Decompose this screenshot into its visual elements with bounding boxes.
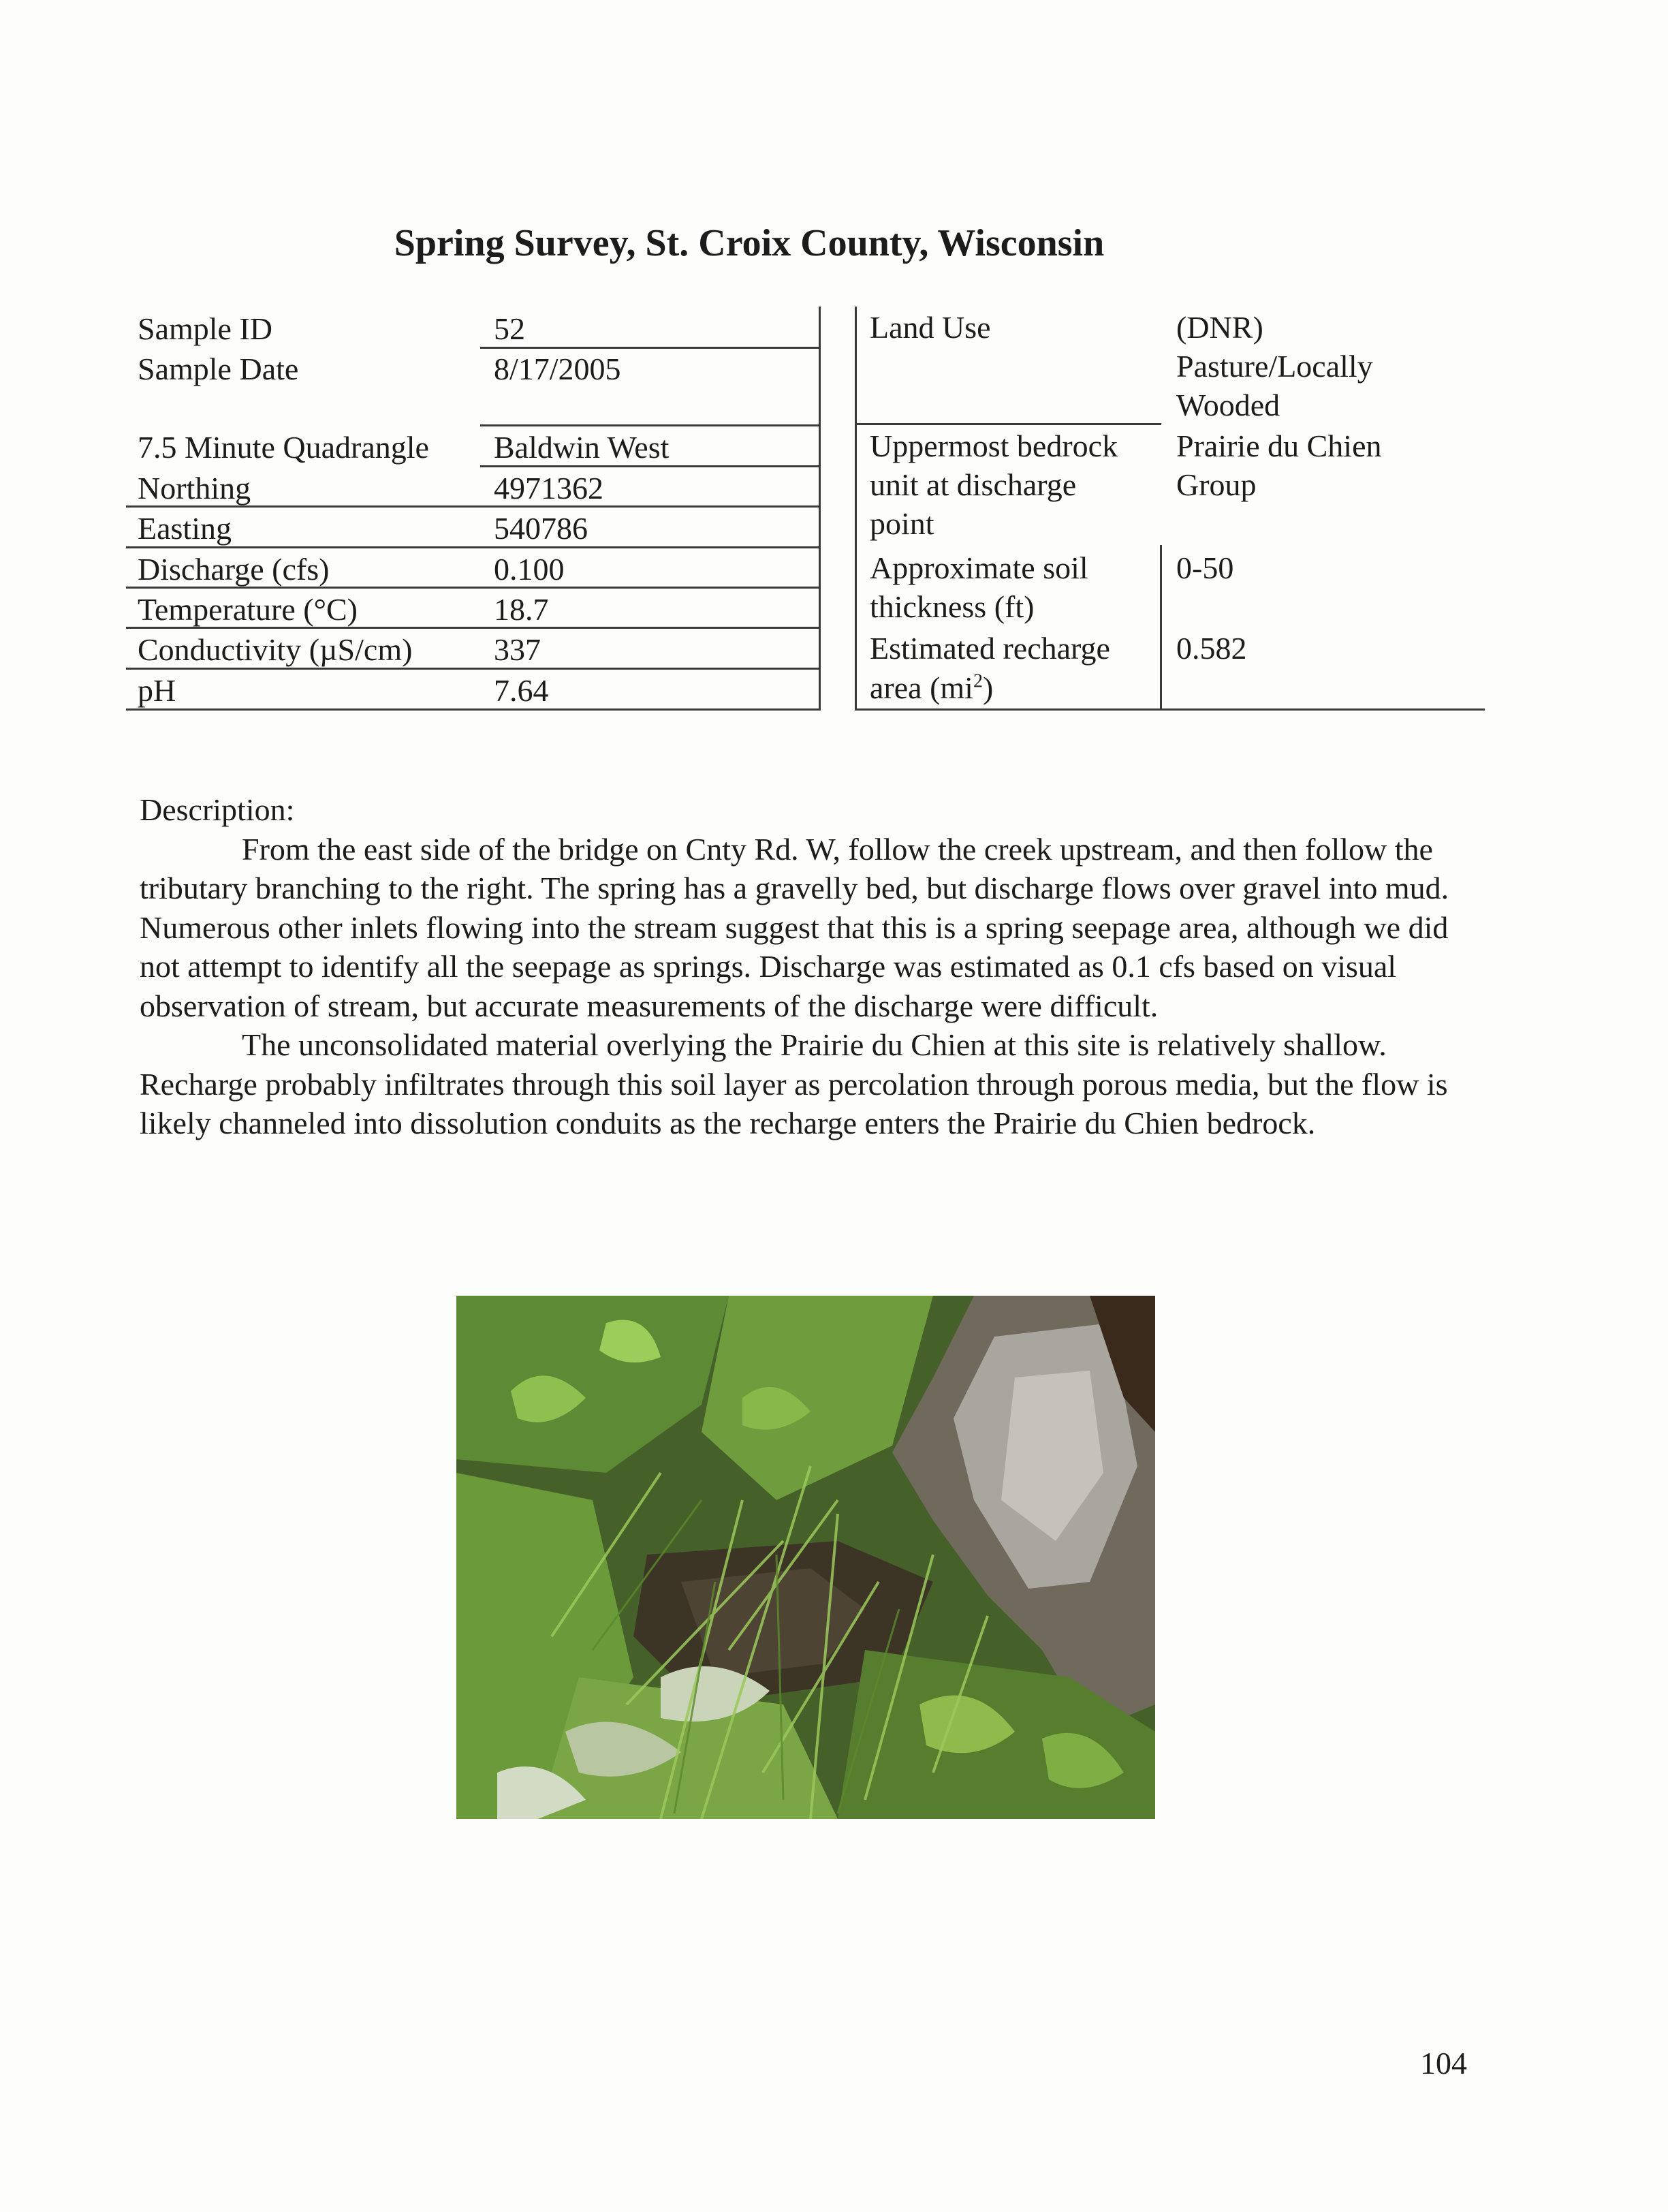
northing-value: 4971362 (494, 471, 603, 505)
description-paragraph-1: From the east side of the bridge on Cnty Rd. W, follow the creek upstream, and then follow the tributary branching to the right. The spring has a gravelly bed, but discharge flows over gravel into mud. Numerous other inlets flowing into the stream suggest that this is a spring seepage area, although we did not attempt to identify all the seepage as springs. Discharge was estimated as 0.1 cfs based on visual observation of stream, but accurate measurements of the discharge were difficult. (140, 831, 1449, 1023)
bedrock-label-line2: unit at discharge (870, 467, 1077, 502)
easting-label: Easting (138, 511, 232, 546)
sample-date-value: 8/17/2005 (494, 352, 621, 386)
easting-value: 540786 (494, 511, 588, 546)
ph-label: pH (138, 673, 176, 708)
description-label: Description: (140, 792, 295, 827)
ph-value: 7.64 (494, 673, 549, 708)
table-rule (126, 627, 821, 629)
bedrock-value-line1: Prairie du Chien (1176, 429, 1382, 463)
table-rule (480, 347, 821, 349)
recharge-area-label-line2: area $(mi^2)$ (870, 670, 994, 705)
sample-date-label: Sample Date (138, 352, 299, 386)
discharge-value: 0.100 (494, 552, 565, 587)
recharge-area-value: 0.582 (1176, 631, 1247, 666)
table-rule (480, 465, 821, 467)
soil-thickness-label-line2: thickness (ft) (870, 589, 1035, 624)
page-number: 104 (1420, 2046, 1467, 2081)
recharge-area-label-line1: Estimated recharge (870, 631, 1110, 666)
table-rule (126, 505, 821, 508)
table-divider (1160, 545, 1162, 711)
table-rule (480, 424, 821, 426)
northing-label: Northing (138, 471, 251, 505)
table-rule (855, 423, 1161, 425)
sample-id-value: 52 (494, 311, 525, 346)
temperature-label: Temperature (°C) (138, 592, 358, 627)
description-paragraph-2: The unconsolidated material overlying the Prairie du Chien at this site is relatively shallow. Recharge probably infiltrates through this soil layer as percolation through porous media, but the flow is likely channeled into dissolution conduits as the recharge enters the Prairie du Chien bedrock. (140, 1027, 1448, 1140)
description-section (140, 790, 1475, 1143)
table-divider (855, 307, 857, 711)
bedrock-label-line3: point (870, 506, 934, 541)
temperature-value: 18.7 (494, 592, 549, 627)
quadrangle-value: Baldwin West (494, 430, 670, 465)
land-use-label: Land Use (870, 310, 991, 345)
bedrock-label-line1: Uppermost bedrock (870, 429, 1118, 463)
conductivity-label: Conductivity (µS/cm) (138, 632, 413, 667)
table-rule (126, 546, 821, 548)
table-rule (855, 708, 1485, 711)
soil-thickness-value: 0-50 (1176, 550, 1234, 585)
conductivity-value: 337 (494, 632, 541, 667)
land-use-value-line3: Wooded (1176, 388, 1280, 422)
land-use-value-line2: Pasture/Locally (1176, 349, 1373, 384)
page-title: Spring Survey, St. Croix County, Wisconsin (394, 222, 1105, 264)
discharge-label: Discharge (cfs) (138, 552, 330, 587)
soil-thickness-label-line1: Approximate soil (870, 550, 1088, 585)
sample-id-label: Sample ID (138, 311, 273, 346)
quadrangle-label: 7.5 Minute Quadrangle (138, 430, 429, 465)
spring-site-photo (456, 1296, 1155, 1819)
table-rule (126, 668, 821, 670)
land-use-value-line1: (DNR) (1176, 310, 1263, 345)
table-rule (126, 708, 821, 711)
bedrock-value-line2: Group (1176, 467, 1257, 502)
table-rule (126, 587, 821, 589)
table-divider (819, 307, 821, 711)
